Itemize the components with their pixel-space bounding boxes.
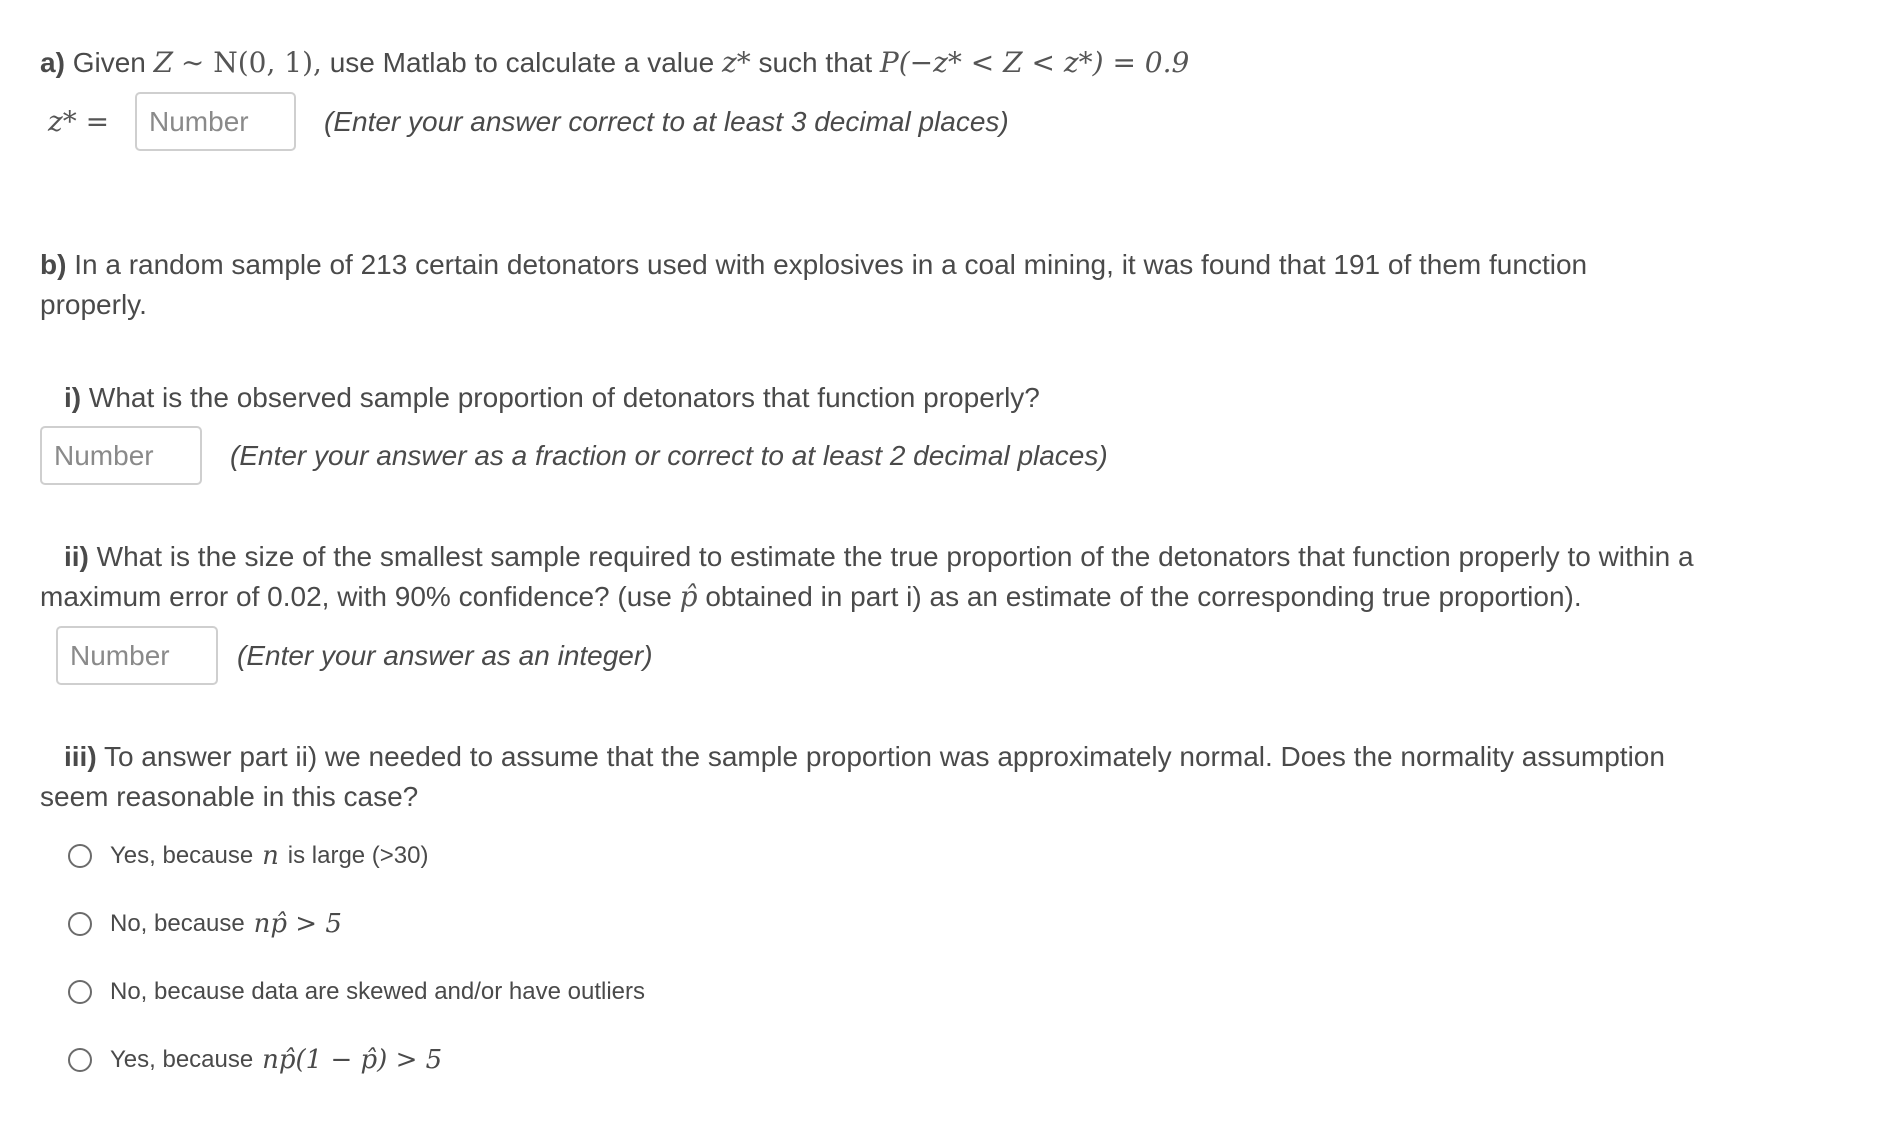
answer-a-hint: (Enter your answer correct to at least 3 decimal places) bbox=[324, 106, 1009, 137]
option-1-text: Yes, because bbox=[110, 842, 254, 869]
answer-a-label-text: z* = bbox=[48, 105, 110, 138]
option-4-math: np̂(1 − p̂) > 5 bbox=[262, 1045, 443, 1075]
answer-ii-input[interactable] bbox=[56, 626, 218, 685]
radio-button-icon[interactable] bbox=[68, 1048, 92, 1072]
question-a-text-1: Given bbox=[72, 47, 146, 78]
answer-a-input[interactable] bbox=[135, 92, 296, 151]
option-3[interactable] bbox=[68, 972, 645, 1012]
option-2[interactable] bbox=[68, 904, 342, 944]
question-ii bbox=[40, 537, 1860, 617]
option-1-suffix: is large (>30) bbox=[287, 842, 429, 869]
option-1-math: n bbox=[262, 841, 279, 871]
math-phat: p̂ bbox=[679, 580, 698, 613]
question-i-label: i) bbox=[64, 382, 82, 413]
question-iii-line-2: seem reasonable in this case? bbox=[40, 781, 419, 812]
answer-i-input[interactable] bbox=[40, 426, 202, 485]
math-zstar: z* bbox=[721, 46, 751, 79]
radio-button-icon[interactable] bbox=[68, 912, 92, 936]
option-1[interactable] bbox=[68, 836, 429, 876]
answer-a-label bbox=[48, 102, 109, 142]
question-ii-line-2b: obtained in part i) as an estimate of the corresponding true proportion). bbox=[705, 581, 1582, 612]
option-3-text: No, because data are skewed and/or have outliers bbox=[110, 978, 645, 1005]
answer-i-hint: (Enter your answer as a fraction or correct to at least 2 decimal places) bbox=[230, 440, 1108, 471]
radio-button-icon[interactable] bbox=[68, 844, 92, 868]
question-iii-line-1: To answer part ii) we needed to assume that the sample proportion was approximately normal. Does the normality assumption bbox=[103, 741, 1665, 772]
question-a bbox=[40, 43, 1189, 83]
question-b-line-2: properly. bbox=[40, 289, 147, 320]
question-a-text-2: use Matlab to calculate a value bbox=[329, 47, 715, 78]
question-ii-line-2a: maximum error of 0.02, with 90% confidence? (use bbox=[40, 581, 672, 612]
option-4-text: Yes, because bbox=[110, 1046, 254, 1073]
option-2-text: No, because bbox=[110, 910, 245, 937]
option-4[interactable] bbox=[68, 1040, 442, 1080]
question-b-label: b) bbox=[40, 249, 67, 280]
question-ii-line-1: What is the size of the smallest sample required to estimate the true proportion of the detonators that function properly to within a bbox=[96, 541, 1694, 572]
answer-ii-hint: (Enter your answer as an integer) bbox=[237, 640, 653, 671]
question-i bbox=[64, 378, 1040, 418]
math-z: Z bbox=[153, 46, 174, 79]
question-i-text: What is the observed sample proportion of detonators that function properly? bbox=[88, 382, 1040, 413]
option-2-math: np̂ > 5 bbox=[253, 909, 342, 939]
math-prob: P(−z* < Z < z*) = 0.9 bbox=[879, 46, 1190, 79]
question-a-label: a) bbox=[40, 47, 65, 78]
question-b bbox=[40, 245, 1860, 325]
radio-button-icon[interactable] bbox=[68, 980, 92, 1004]
question-a-text-3: such that bbox=[758, 47, 873, 78]
math-dist: ∼ N(0, 1), bbox=[180, 46, 322, 79]
question-ii-label: ii) bbox=[64, 541, 89, 572]
question-b-line-1: In a random sample of 213 certain detonators used with explosives in a coal mining, it was found that 191 of them function bbox=[74, 249, 1588, 280]
question-iii bbox=[40, 737, 1860, 817]
question-iii-label: iii) bbox=[64, 741, 97, 772]
